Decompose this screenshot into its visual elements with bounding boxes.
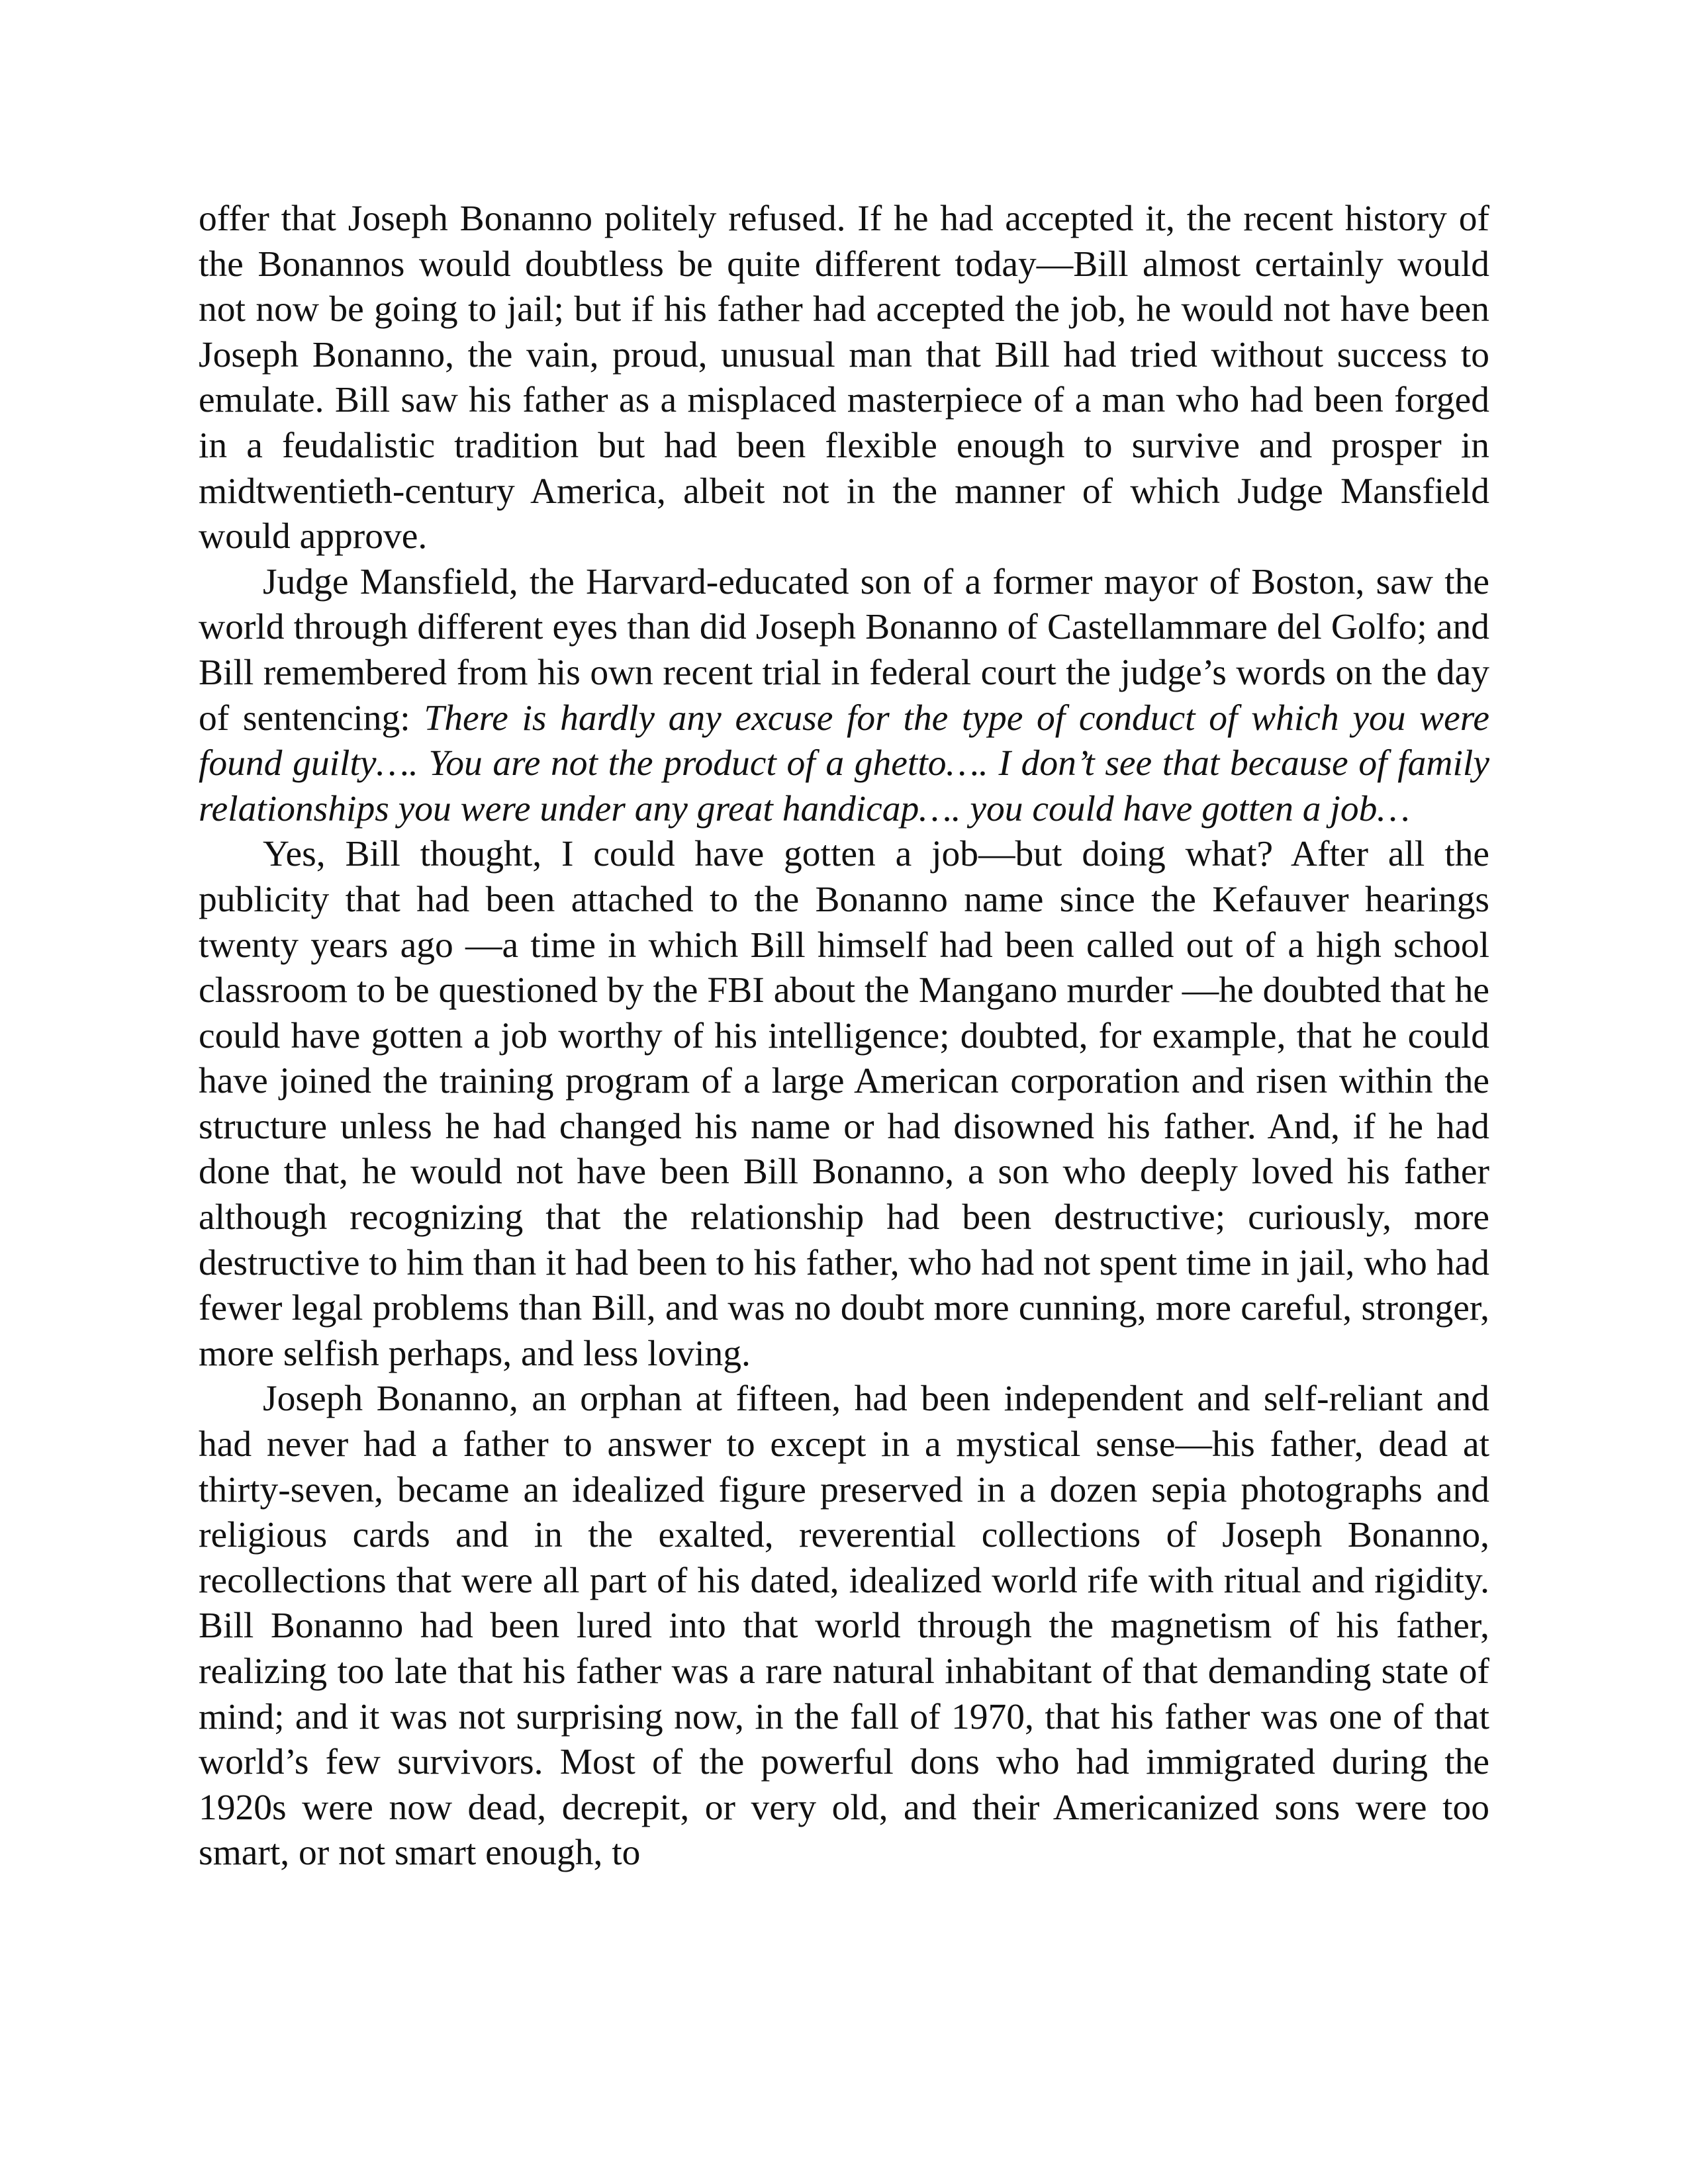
paragraph-4-text: Joseph Bonanno, an orphan at fifteen, had been independent and self-reliant and had never had a father to answer to except in a mystical sense—his father, dead at thirty-seven, became an idealized figure preserved in a dozen sepia photographs and religious cards and in the exalted, reverential collections of Joseph Bonanno, recollections that were all part of his dated, idealized world rife with ritual and rigidity. Bill Bonanno had been lured into that world through the magnetism of his father, realizing too late that his father was a rare natural inhabitant of that demanding state of mind; and it was not surprising now, in the fall of 1970, that his father was one of that world’s few survivors. Most of the powerful dons who had immigrated during the 1920s were now dead, decrepit, or very old, and their Americanized sons were too smart, or not smart enough, to [199, 1379, 1489, 1874]
paragraph-1-text: offer that Joseph Bonanno politely refused. If he had accepted it, the recent history of the Bonannos would doubtless be quite different today—Bill almost certainly would not now be going to jail; but if his father had accepted the job, he would not have been Joseph Bonanno, the vain, proud, unusual man that Bill had tried without success to emulate. Bill saw his father as a misplaced masterpiece of a man who had been forged in a feudalistic tradition but had been flexible enough to survive and prosper in midtwentieth-century America, albeit not in the manner of which Judge Mansfield would approve. [199, 199, 1489, 557]
paragraph-4 [199, 1377, 1489, 1876]
paragraph-3 [199, 832, 1489, 1377]
paragraph-2-text: Judge Mansfield, the Harvard-educated son of a former mayor of Boston, saw the world through different eyes than did Joseph Bonanno of Castellammare del Golfo; and Bill remembered from his own recent trial in federal court the judge’s words on the day of sentencing: [199, 561, 1489, 739]
paragraph-2 [199, 560, 1489, 833]
paragraph-1 [199, 197, 1489, 560]
page-body [199, 197, 1489, 1876]
judge-quote: There is hardly any excuse for the type of conduct of which you were found guilty…. You are not the product of a ghetto…. I don’t see that because of family relationships you were under any great handicap…. you could have gotten a job… [199, 698, 1489, 829]
paragraph-3-text: Yes, Bill thought, I could have gotten a job—but doing what? After all the publicity that had been attached to the Bonanno name since the Kefauver hearings twenty years ago —a time in which Bill himself had been called out of a high school classroom to be questioned by the FBI about the Mangano murder —he doubted that he could have gotten a job worthy of his intelligence; doubted, for example, that he could have joined the training program of a large American corporation and risen within the structure unless he had changed his name or had disowned his father. And, if he had done that, he would not have been Bill Bonanno, a son who deeply loved his father although recognizing that the relationship had been destructive; curiously, more destructive to him than it had been to his father, who had not spent time in jail, who had fewer legal problems than Bill, and was no doubt more cunning, more careful, stronger, more selfish perhaps, and less loving. [199, 834, 1489, 1374]
